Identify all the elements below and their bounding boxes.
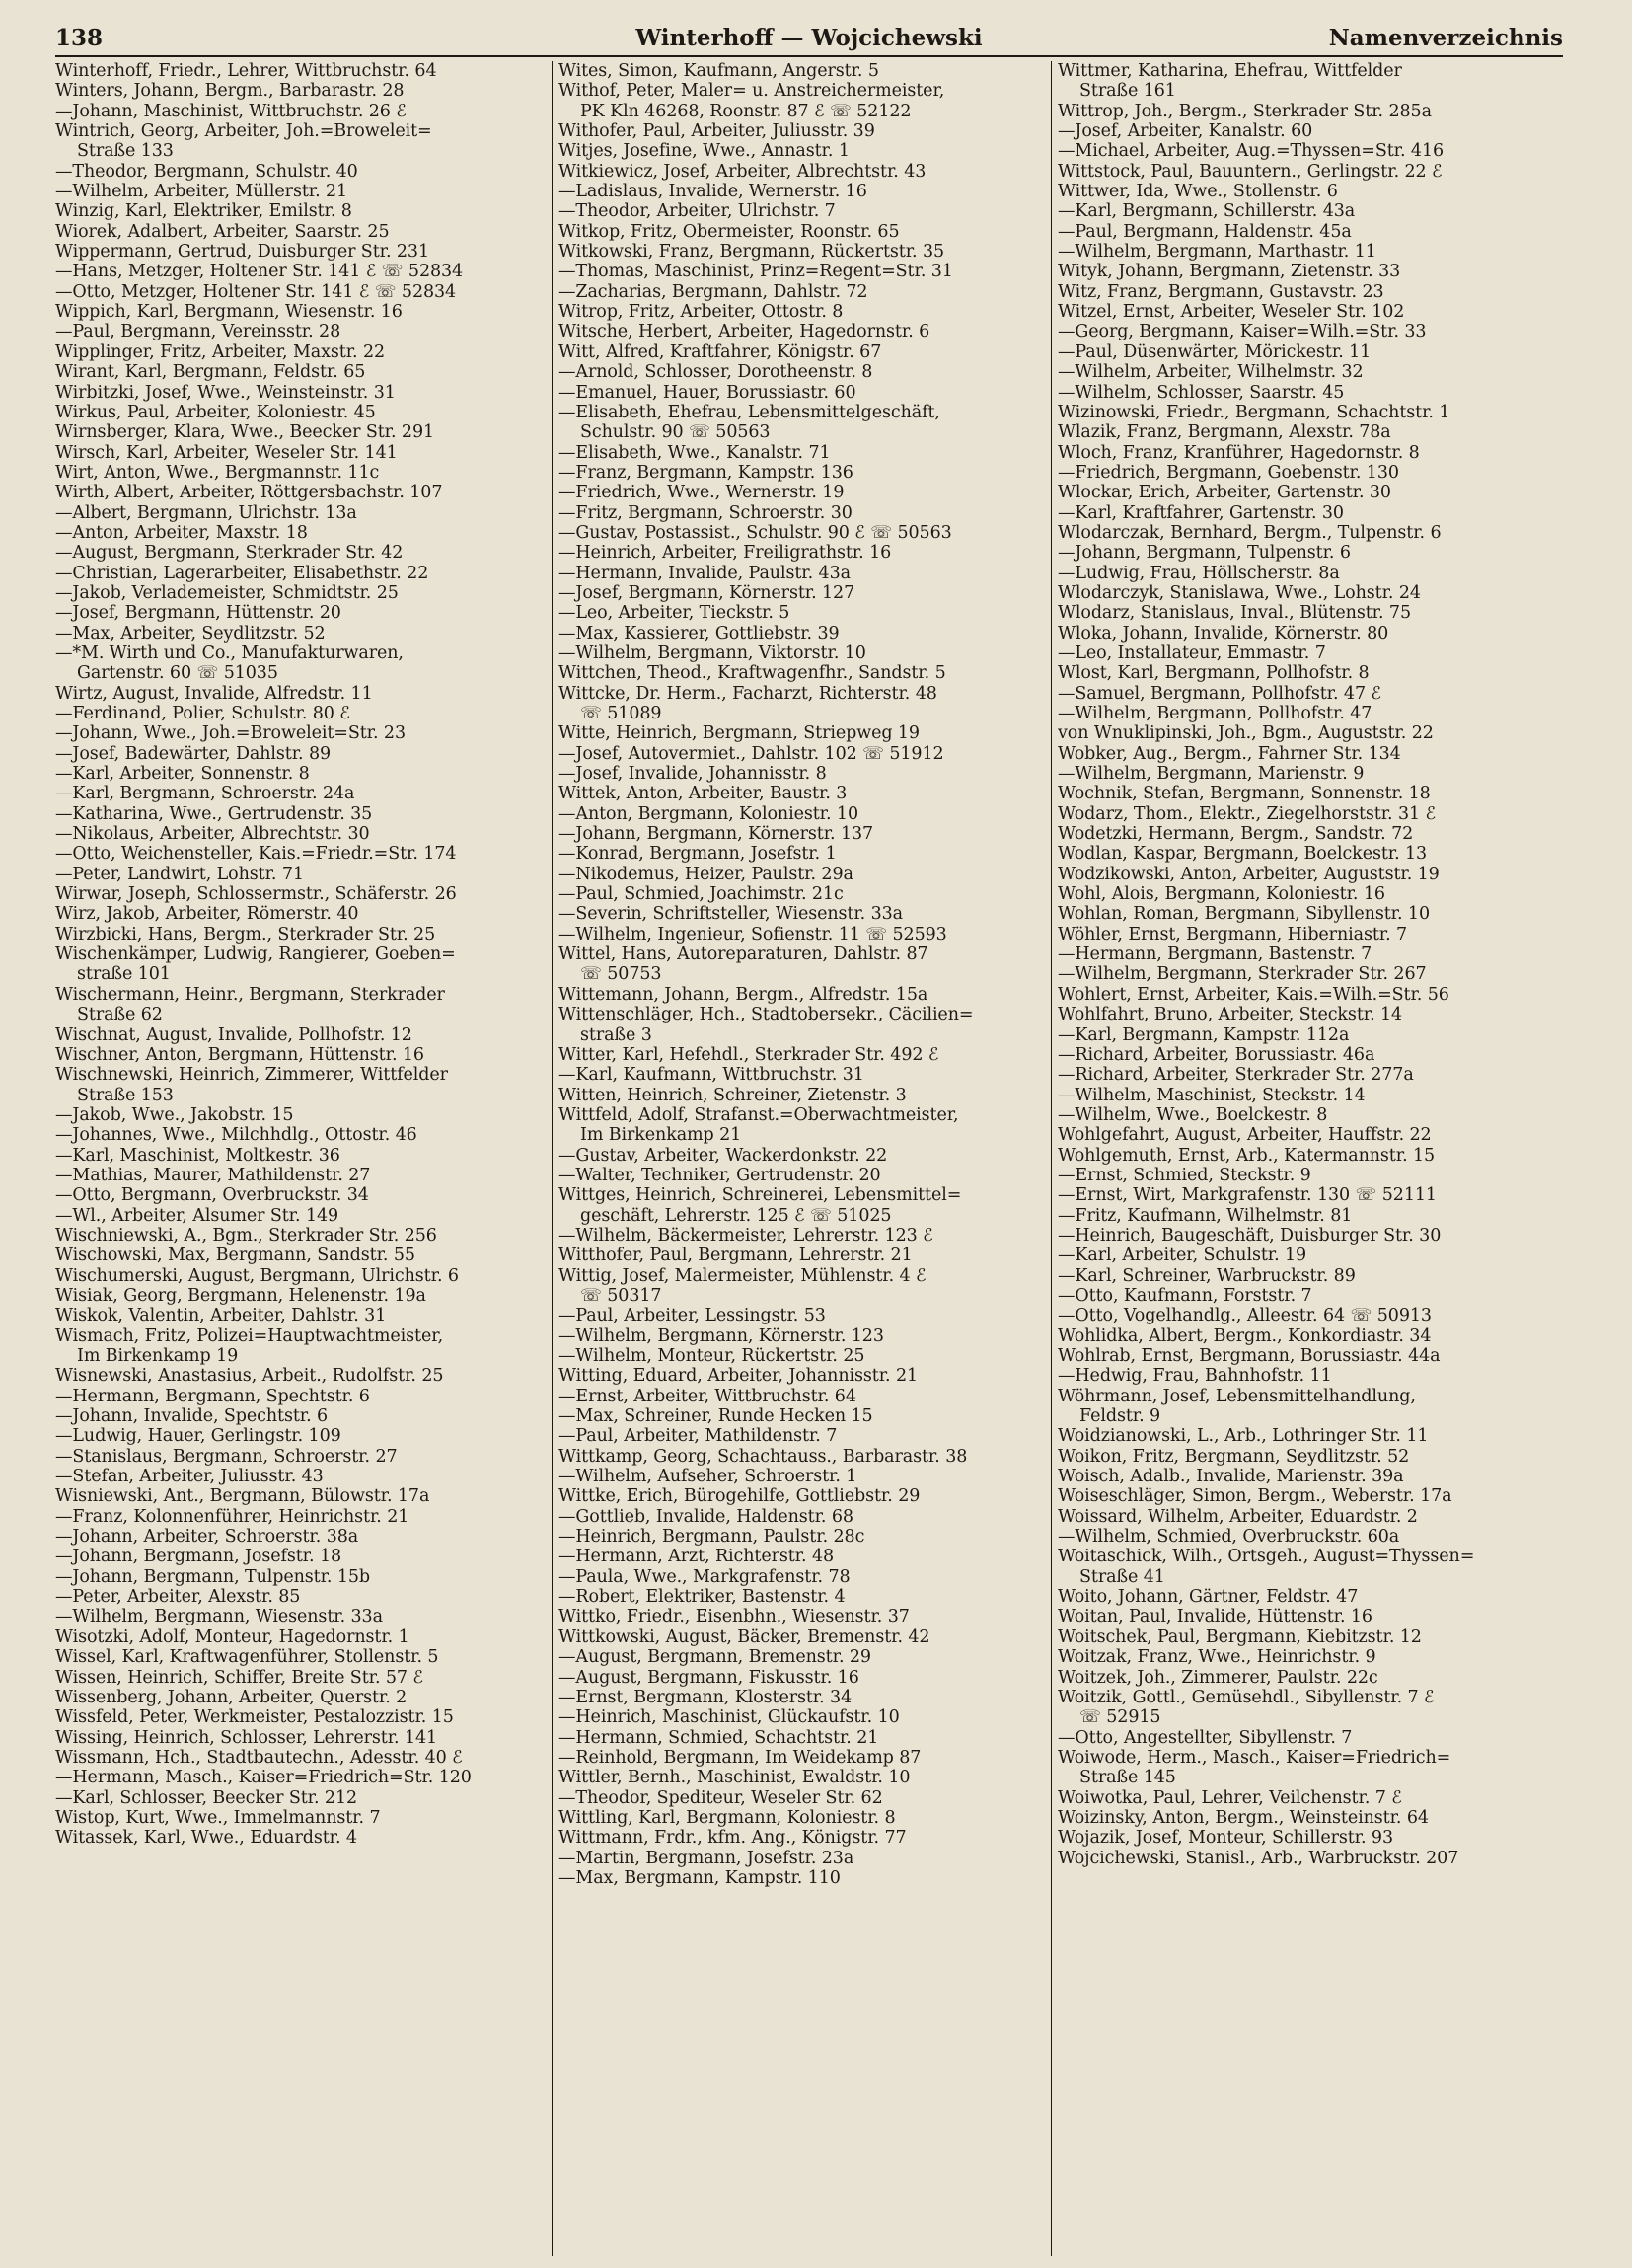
directory-entry-line: Witzel, Ernst, Arbeiter, Weseler Str. 102 xyxy=(1058,302,1405,323)
directory-entry-line: —Karl, Maschinist, Moltkestr. 36 xyxy=(55,1145,340,1166)
directory-entry-line: Im Birkenkamp 21 xyxy=(580,1125,742,1146)
directory-entry-line: —Wilhelm, Schlosser, Saarstr. 45 xyxy=(1058,382,1345,403)
directory-entry-line: Feldstr. 9 xyxy=(1079,1406,1161,1427)
directory-entry-line: Wittkowski, August, Bäcker, Bremenstr. 42 xyxy=(558,1626,930,1647)
directory-entry-line: Wittkamp, Georg, Schachtauss., Barbarastr. 38 xyxy=(558,1446,968,1467)
directory-entry-line: —Nikolaus, Arbeiter, Albrechtstr. 30 xyxy=(55,824,370,845)
directory-entry-line: —Johann, Maschinist, Wittbruchstr. 26 ℰ xyxy=(55,101,407,121)
directory-entry-line: Wismach, Fritz, Polizei=Hauptwachtmeister, xyxy=(55,1325,444,1346)
directory-entry-line: —Johann, Wwe., Joh.=Broweleit=Str. 23 xyxy=(55,723,406,744)
directory-entry-line: Wissen, Heinrich, Schiffer, Breite Str. 57 ℰ xyxy=(55,1667,423,1688)
directory-entry-line: Wojazik, Josef, Monteur, Schillerstr. 93 xyxy=(1058,1828,1393,1849)
directory-entry-line: —Paul, Schmied, Joachimstr. 21c xyxy=(558,884,844,905)
directory-entry-line: —August, Bergmann, Bremenstr. 29 xyxy=(558,1647,871,1668)
directory-entry-line: Wisotzki, Adolf, Monteur, Hagedornstr. 1 xyxy=(55,1626,409,1647)
directory-entry-line: Wirt, Anton, Wwe., Bergmannstr. 11c xyxy=(55,462,380,483)
directory-entry-line: Woiseschläger, Simon, Bergm., Weberstr. 17a xyxy=(1058,1486,1452,1507)
directory-entry-line: —Ernst, Arbeiter, Wittbruchstr. 64 xyxy=(558,1386,856,1406)
directory-entry-line: —Peter, Landwirt, Lohstr. 71 xyxy=(55,864,304,884)
directory-entry-line: Wityk, Johann, Bergmann, Zietenstr. 33 xyxy=(1058,262,1401,282)
directory-entry-line: —Wilhelm, Monteur, Rückertstr. 25 xyxy=(558,1346,865,1366)
directory-entry-line: Straße 153 xyxy=(77,1085,174,1105)
directory-entry-line: —Karl, Kaufmann, Wittbruchstr. 31 xyxy=(558,1065,864,1086)
directory-entry-line: Straße 145 xyxy=(1079,1768,1176,1788)
directory-entry-line: Woisch, Adalb., Invalide, Marienstr. 39a xyxy=(1058,1467,1404,1487)
directory-entry-line: Wittek, Anton, Arbeiter, Baustr. 3 xyxy=(558,784,848,804)
directory-entry-line: Witthofer, Paul, Bergmann, Lehrerstr. 21 xyxy=(558,1246,913,1266)
directory-entry-line: Wischniewski, A., Bgm., Sterkrader Str. 256 xyxy=(55,1225,437,1246)
directory-entry-line: Witz, Franz, Bergmann, Gustavstr. 23 xyxy=(1058,281,1384,302)
directory-entry-line: —Stanislaus, Bergmann, Schroerstr. 27 xyxy=(55,1446,398,1467)
directory-entry-line: —Hans, Metzger, Holtener Str. 141 ℰ ☏ 52834 xyxy=(55,262,464,282)
directory-entry-line: —Michael, Arbeiter, Aug.=Thyssen=Str. 416 xyxy=(1058,141,1445,162)
directory-entry-line: —Johann, Bergmann, Tulpenstr. 6 xyxy=(1058,543,1351,564)
directory-entry-line: —Wilhelm, Arbeiter, Müllerstr. 21 xyxy=(55,182,348,202)
directory-entry-line: Wittke, Erich, Bürogehilfe, Gottliebstr. 29 xyxy=(558,1486,921,1507)
directory-entry-line: —Richard, Arbeiter, Sterkrader Str. 277a xyxy=(1058,1065,1414,1086)
directory-entry-line: —Karl, Bergmann, Schroerstr. 24a xyxy=(55,784,355,804)
directory-entry-line: —Zacharias, Bergmann, Dahlstr. 72 xyxy=(558,281,868,302)
directory-entry-line: Wirnsberger, Klara, Wwe., Beecker Str. 291 xyxy=(55,422,435,443)
directory-entry-line: Wlodarczak, Bernhard, Bergm., Tulpenstr. 6 xyxy=(1058,522,1442,543)
directory-entry-line: Wiorek, Adalbert, Arbeiter, Saarstr. 25 xyxy=(55,221,390,242)
directory-entry-line: —Gustav, Postassist., Schulstr. 90 ℰ ☏ 50563 xyxy=(558,522,952,543)
directory-entry-line: —Jakob, Wwe., Jakobstr. 15 xyxy=(55,1104,294,1125)
directory-entry-line: Wittig, Josef, Malermeister, Mühlenstr. 4 ℰ xyxy=(558,1265,927,1286)
directory-entry-line: Wöhler, Ernst, Bergmann, Hiberniastr. 7 xyxy=(1058,924,1408,945)
directory-entry-line: Wirz, Jakob, Arbeiter, Römerstr. 40 xyxy=(55,904,359,925)
directory-entry-line: —Robert, Elektriker, Bastenstr. 4 xyxy=(558,1587,846,1608)
column-3 xyxy=(1052,61,1565,2256)
directory-entry-line: —Wilhelm, Bergmann, Körnerstr. 123 xyxy=(558,1325,884,1346)
directory-entry-line: —Wilhelm, Bergmann, Marthastr. 11 xyxy=(1058,242,1376,263)
directory-entry-line: —Josef, Arbeiter, Kanalstr. 60 xyxy=(1058,121,1313,142)
directory-entry-line: —Franz, Bergmann, Kampstr. 136 xyxy=(558,462,853,483)
directory-entry-line: Wohlert, Ernst, Arbeiter, Kais.=Wilh.=Str. 56 xyxy=(1058,984,1449,1005)
directory-entry-line: Wizinowski, Friedr., Bergmann, Schachtstr. 1 xyxy=(1058,402,1450,422)
directory-entry-line: Wittchen, Theod., Kraftwagenfhr., Sandstr. 5 xyxy=(558,663,946,684)
directory-entry-line: Wischumerski, August, Bergmann, Ulrichstr. 6 xyxy=(55,1265,459,1286)
directory-entry-line: Gartenstr. 60 ☏ 51035 xyxy=(77,663,278,684)
section-title: Namenverzeichnis xyxy=(1328,25,1563,51)
directory-entry-line: —Hermann, Bergmann, Bastenstr. 7 xyxy=(1058,945,1372,965)
directory-entry-line: —Ernst, Wirt, Markgrafenstr. 130 ☏ 52111 xyxy=(1058,1185,1437,1206)
directory-entry-line: Wirth, Albert, Arbeiter, Röttgersbachstr. 107 xyxy=(55,483,443,503)
directory-entry-line: —Richard, Arbeiter, Borussiastr. 46a xyxy=(1058,1044,1375,1065)
directory-entry-line: Withof, Peter, Maler= u. Anstreichermeister, xyxy=(558,81,945,102)
directory-entry-line: Wissenberg, Johann, Arbeiter, Querstr. 2 xyxy=(55,1687,408,1707)
directory-entry-line: —Wilhelm, Schmied, Overbruckstr. 60a xyxy=(1058,1527,1400,1548)
directory-entry-line: Wisiak, Georg, Bergmann, Helenenstr. 19a xyxy=(55,1285,426,1306)
directory-entry-line: Witsche, Herbert, Arbeiter, Hagedornstr. 6 xyxy=(558,322,930,342)
directory-entry-line: Wlazik, Franz, Bergmann, Alexstr. 78a xyxy=(1058,422,1391,443)
directory-entry-line: —Josef, Bergmann, Körnerstr. 127 xyxy=(558,582,855,603)
directory-entry-line: —Otto, Weichensteller, Kais.=Friedr.=Str. 174 xyxy=(55,844,457,865)
directory-entry-line: Woidzianowski, L., Arb., Lothringer Str. 11 xyxy=(1058,1426,1429,1447)
directory-entry-line: ☏ 52915 xyxy=(1079,1707,1161,1728)
directory-entry-line: —Paula, Wwe., Markgrafenstr. 78 xyxy=(558,1566,851,1587)
directory-entry-line: —Katharina, Wwe., Gertrudenstr. 35 xyxy=(55,803,373,824)
directory-entry-line: Wittemann, Johann, Bergm., Alfredstr. 15a xyxy=(558,984,928,1005)
directory-entry-line: Witrop, Fritz, Arbeiter, Ottostr. 8 xyxy=(558,302,844,323)
directory-entry-line: Wöhrmann, Josef, Lebensmittelhandlung, xyxy=(1058,1386,1416,1406)
directory-entry-line: Wirtz, August, Invalide, Alfredstr. 11 xyxy=(55,683,373,704)
directory-entry-line: Woissard, Wilhelm, Arbeiter, Eduardstr. 2 xyxy=(1058,1506,1418,1527)
directory-entry-line: Wittwer, Ida, Wwe., Stollenstr. 6 xyxy=(1058,182,1338,202)
directory-entry-line: Woitzek, Joh., Zimmerer, Paulstr. 22c xyxy=(1058,1667,1378,1688)
directory-entry-line: —Franz, Kolonnenführer, Heinrichstr. 21 xyxy=(55,1506,409,1527)
directory-entry-line: Wisnewski, Anastasius, Arbeit., Rudolfstr. 25 xyxy=(55,1366,444,1387)
directory-entry-line: —Otto, Kaufmann, Forststr. 7 xyxy=(1058,1285,1312,1306)
page-number: 138 xyxy=(55,25,104,51)
directory-entry-line: Wloch, Franz, Kranführer, Hagedornstr. 8 xyxy=(1058,442,1420,463)
directory-entry-line: —Fritz, Kaufmann, Wilhelmstr. 81 xyxy=(1058,1205,1353,1226)
directory-entry-line: Woitan, Paul, Invalide, Hüttenstr. 16 xyxy=(1058,1607,1372,1627)
directory-entry-line: —Wilhelm, Bergmann, Marienstr. 9 xyxy=(1058,764,1365,785)
directory-entry-line: —Heinrich, Baugeschäft, Duisburger Str. 30 xyxy=(1058,1225,1442,1246)
directory-entry-line: Wischnewski, Heinrich, Zimmerer, Wittfelder xyxy=(55,1065,448,1086)
directory-entry-line: —Johann, Bergmann, Körnerstr. 137 xyxy=(558,824,874,845)
directory-entry-line: —Karl, Bergmann, Schillerstr. 43a xyxy=(1058,201,1356,222)
directory-entry-line: —Stefan, Arbeiter, Juliusstr. 43 xyxy=(55,1467,324,1487)
directory-entry-line: Wlodarczyk, Stanislawa, Wwe., Lohstr. 24 xyxy=(1058,582,1421,603)
directory-entry-line: —Wilhelm, Arbeiter, Wilhelmstr. 32 xyxy=(1058,362,1364,383)
directory-entry-line: Woito, Johann, Gärtner, Feldstr. 47 xyxy=(1058,1587,1359,1608)
directory-entry-line: —Otto, Metzger, Holtener Str. 141 ℰ ☏ 52834 xyxy=(55,281,457,302)
directory-entry-line: Wittling, Karl, Bergmann, Koloniestr. 8 xyxy=(558,1807,896,1828)
directory-entry-line: Wohlrab, Ernst, Bergmann, Borussiastr. 44a xyxy=(1058,1346,1441,1366)
directory-entry-line: —Josef, Invalide, Johannisstr. 8 xyxy=(558,764,827,785)
directory-entry-line: —Wilhelm, Ingenieur, Sofienstr. 11 ☏ 52593 xyxy=(558,924,947,945)
directory-entry-line: ☏ 51089 xyxy=(580,704,662,723)
directory-entry-line: —Paul, Bergmann, Vereinsstr. 28 xyxy=(55,322,341,342)
directory-entry-line: —Elisabeth, Wwe., Kanalstr. 71 xyxy=(558,442,831,463)
directory-entry-line: Woiwode, Herm., Masch., Kaiser=Friedrich= xyxy=(1058,1747,1451,1768)
directory-entry-line: Wohl, Alois, Bergmann, Koloniestr. 16 xyxy=(1058,884,1385,905)
directory-entry-line: —Hedwig, Frau, Bahnhofstr. 11 xyxy=(1058,1366,1332,1387)
directory-entry-line: —Mathias, Maurer, Mathildenstr. 27 xyxy=(55,1165,371,1185)
directory-entry-line: —Theodor, Bergmann, Schulstr. 40 xyxy=(55,161,358,182)
directory-entry-line: —Heinrich, Maschinist, Glückaufstr. 10 xyxy=(558,1707,900,1728)
directory-entry-line: Woitschek, Paul, Bergmann, Kiebitzstr. 12 xyxy=(1058,1626,1422,1647)
directory-entry-line: —Ludwig, Frau, Höllscherstr. 8a xyxy=(1058,563,1340,583)
directory-entry-line: —Karl, Schlosser, Beecker Str. 212 xyxy=(55,1787,358,1808)
directory-entry-line: Witjes, Josefine, Wwe., Annastr. 1 xyxy=(558,141,850,162)
directory-entry-line: Wischermann, Heinr., Bergmann, Sterkrader xyxy=(55,984,445,1005)
directory-entry-line: Wistop, Kurt, Wwe., Immelmannstr. 7 xyxy=(55,1807,381,1828)
directory-entry-line: Wirant, Karl, Bergmann, Feldstr. 65 xyxy=(55,362,366,383)
directory-entry-line: —Johannes, Wwe., Milchhdlg., Ottostr. 46 xyxy=(55,1125,417,1146)
directory-entry-line: —Thomas, Maschinist, Prinz=Regent=Str. 31 xyxy=(558,262,953,282)
directory-entry-line: Wohlan, Roman, Bergmann, Sibyllenstr. 10 xyxy=(1058,904,1430,925)
directory-entry-line: —Ludwig, Hauer, Gerlingstr. 109 xyxy=(55,1426,341,1447)
directory-entry-line: —Elisabeth, Ehefrau, Lebensmittelgeschäft, xyxy=(558,402,940,422)
directory-entry-line: Straße 133 xyxy=(77,141,174,162)
directory-entry-line: —Johann, Arbeiter, Schroerstr. 38a xyxy=(55,1527,359,1548)
directory-entry-line: —Fritz, Bergmann, Schroerstr. 30 xyxy=(558,502,853,523)
directory-entry-line: Straße 161 xyxy=(1079,81,1176,102)
directory-entry-line: —Friedrich, Wwe., Wernerstr. 19 xyxy=(558,483,845,503)
directory-entry-line: —Wilhelm, Bergmann, Wiesenstr. 33a xyxy=(55,1607,383,1627)
directory-entry-line: —Paul, Arbeiter, Mathildenstr. 7 xyxy=(558,1426,838,1447)
directory-entry-line: —Heinrich, Bergmann, Paulstr. 28c xyxy=(558,1527,865,1548)
directory-entry-line: —Hermann, Masch., Kaiser=Friedrich=Str. 120 xyxy=(55,1768,472,1788)
directory-entry-line: Woitzak, Franz, Wwe., Heinrichstr. 9 xyxy=(1058,1647,1376,1668)
directory-entry-line: —Johann, Invalide, Spechtstr. 6 xyxy=(55,1406,329,1427)
directory-entry-line: —Otto, Vogelhandlg., Alleestr. 64 ☏ 50913 xyxy=(1058,1306,1432,1326)
directory-entry-line: Wittges, Heinrich, Schreinerei, Lebensmittel= xyxy=(558,1185,962,1206)
directory-entry-line: —Georg, Bergmann, Kaiser=Wilh.=Str. 33 xyxy=(1058,322,1427,342)
directory-entry-line: Witter, Karl, Hefehdl., Sterkrader Str. 492 ℰ xyxy=(558,1044,939,1065)
directory-entry-line: Wochnik, Stefan, Bergmann, Sonnenstr. 18 xyxy=(1058,784,1431,804)
directory-entry-line: —Wilhelm, Bäckermeister, Lehrerstr. 123 ℰ xyxy=(558,1225,933,1246)
directory-entry-line: —Hermann, Invalide, Paulstr. 43a xyxy=(558,563,851,583)
directory-entry-line: —Josef, Autovermiet., Dahlstr. 102 ☏ 51912 xyxy=(558,743,944,764)
directory-entry-line: Wippich, Karl, Bergmann, Wiesenstr. 16 xyxy=(55,302,403,323)
directory-entry-line: —Wilhelm, Bergmann, Sterkrader Str. 267 xyxy=(1058,964,1427,985)
directory-entry-line: Wirsch, Karl, Arbeiter, Weseler Str. 141 xyxy=(55,442,398,463)
directory-entry-line: Wittel, Hans, Autoreparaturen, Dahlstr. 87 xyxy=(558,945,928,965)
directory-entry-line: —Wilhelm, Maschinist, Steckstr. 14 xyxy=(1058,1085,1366,1105)
directory-entry-line: —Wilhelm, Bergmann, Viktorstr. 10 xyxy=(558,643,866,663)
directory-entry-line: —Christian, Lagerarbeiter, Elisabethstr. 22 xyxy=(55,563,429,583)
directory-entry-line: Wippermann, Gertrud, Duisburger Str. 231 xyxy=(55,242,429,263)
directory-entry-line: —Johann, Bergmann, Tulpenstr. 15b xyxy=(55,1566,371,1587)
directory-entry-line: Wlockar, Erich, Arbeiter, Gartenstr. 30 xyxy=(1058,483,1391,503)
directory-entry-line: Wissmann, Hch., Stadtbautechn., Adesstr. 40 ℰ xyxy=(55,1747,463,1768)
directory-entry-line: Wischenkämper, Ludwig, Rangierer, Goeben= xyxy=(55,945,456,965)
directory-entry-line: Wiskok, Valentin, Arbeiter, Dahlstr. 31 xyxy=(55,1306,387,1326)
directory-entry-line: —Ernst, Schmied, Steckstr. 9 xyxy=(1058,1165,1311,1185)
directory-entry-line: —Hermann, Arzt, Richterstr. 48 xyxy=(558,1547,835,1567)
directory-entry-line: straße 3 xyxy=(580,1024,652,1045)
directory-entry-line: Straße 41 xyxy=(1079,1566,1165,1587)
directory-entry-line: Wirzbicki, Hans, Bergm., Sterkrader Str. 25 xyxy=(55,924,436,945)
directory-entry-line: —Gottlieb, Invalide, Haldenstr. 68 xyxy=(558,1506,853,1527)
directory-entry-line: Wittenschläger, Hch., Stadtobersekr., Cäcilien= xyxy=(558,1005,974,1025)
directory-entry-line: Winters, Johann, Bergm., Barbarastr. 28 xyxy=(55,81,405,102)
entry-columns xyxy=(53,61,1565,2256)
directory-entry-line: Woitzik, Gottl., Gemüsehdl., Sibyllenstr. 7 ℰ xyxy=(1058,1687,1435,1707)
directory-entry-line: —Karl, Arbeiter, Sonnenstr. 8 xyxy=(55,764,310,785)
directory-entry-line: Wlost, Karl, Bergmann, Pollhofstr. 8 xyxy=(1058,663,1370,684)
directory-entry-line: Witkop, Fritz, Obermeister, Roonstr. 65 xyxy=(558,221,900,242)
directory-entry-line: —Karl, Kraftfahrer, Gartenstr. 30 xyxy=(1058,502,1344,523)
directory-entry-line: —Max, Bergmann, Kampstr. 110 xyxy=(558,1867,841,1888)
directory-entry-line: —Leo, Installateur, Emmastr. 7 xyxy=(1058,643,1326,663)
directory-entry-line: ☏ 50753 xyxy=(580,964,662,985)
directory-entry-line: Wisniewski, Ant., Bergmann, Bülowstr. 17a xyxy=(55,1486,430,1507)
directory-entry-line: —Otto, Bergmann, Overbruckstr. 34 xyxy=(55,1185,369,1206)
directory-entry-line: Wissfeld, Peter, Werkmeister, Pestalozzistr. 15 xyxy=(55,1707,454,1728)
column-2 xyxy=(553,61,1052,2256)
directory-entry-line: Wohlfahrt, Bruno, Arbeiter, Steckstr. 14 xyxy=(1058,1005,1403,1025)
directory-entry-line: Wojcichewski, Stanisl., Arb., Warbruckstr. 207 xyxy=(1058,1848,1459,1868)
directory-entry-line: —Martin, Bergmann, Josefstr. 23a xyxy=(558,1848,854,1868)
directory-entry-line: —Leo, Arbeiter, Tieckstr. 5 xyxy=(558,603,790,624)
directory-entry-line: Wittmer, Katharina, Ehefrau, Wittfelder xyxy=(1058,61,1402,81)
directory-entry-line: Wipplinger, Fritz, Arbeiter, Maxstr. 22 xyxy=(55,341,386,362)
directory-entry-line: —Ernst, Bergmann, Klosterstr. 34 xyxy=(558,1687,853,1707)
directory-entry-line: Witting, Eduard, Arbeiter, Johannisstr. 21 xyxy=(558,1366,919,1387)
directory-entry-line: —Johann, Bergmann, Josefstr. 18 xyxy=(55,1547,342,1567)
directory-entry-line: Wodzikowski, Anton, Arbeiter, Auguststr. 19 xyxy=(1058,864,1440,884)
directory-entry-line: —August, Bergmann, Fiskusstr. 16 xyxy=(558,1667,859,1688)
directory-entry-line: Wittko, Friedr., Eisenbhn., Wiesenstr. 37 xyxy=(558,1607,910,1627)
directory-entry-line: —Ferdinand, Polier, Schulstr. 80 ℰ xyxy=(55,704,350,723)
directory-entry-line: —Samuel, Bergmann, Pollhofstr. 47 ℰ xyxy=(1058,683,1381,704)
directory-entry-line: Wittler, Bernh., Maschinist, Ewaldstr. 10 xyxy=(558,1768,911,1788)
directory-entry-line: Witassek, Karl, Wwe., Eduardstr. 4 xyxy=(55,1828,357,1849)
directory-entry-line: von Wnuklipinski, Joh., Bgm., Auguststr. 22 xyxy=(1058,723,1434,744)
directory-entry-line: —Gustav, Arbeiter, Wackerdonkstr. 22 xyxy=(558,1145,888,1166)
directory-entry-line: Witt, Alfred, Kraftfahrer, Königstr. 67 xyxy=(558,341,882,362)
directory-entry-line: Schulstr. 90 ☏ 50563 xyxy=(580,422,771,443)
directory-entry-line: Wirbitzki, Josef, Wwe., Weinsteinstr. 31 xyxy=(55,382,396,403)
directory-entry-line: —Karl, Bergmann, Kampstr. 112a xyxy=(1058,1024,1350,1045)
directory-entry-line: —Ladislaus, Invalide, Wernerstr. 16 xyxy=(558,182,867,202)
directory-entry-line: —Karl, Schreiner, Warbruckstr. 89 xyxy=(1058,1265,1356,1286)
directory-entry-line: Wodetzki, Hermann, Bergm., Sandstr. 72 xyxy=(1058,824,1414,845)
directory-entry-line: —August, Bergmann, Sterkrader Str. 42 xyxy=(55,543,404,564)
directory-entry-line: Withofer, Paul, Arbeiter, Juliusstr. 39 xyxy=(558,121,875,142)
directory-entry-line: Witkiewicz, Josef, Arbeiter, Albrechtstr. 43 xyxy=(558,161,927,182)
directory-entry-line: Woitaschick, Wilh., Ortsgeh., August=Thyssen= xyxy=(1058,1547,1475,1567)
directory-entry-line: Wissel, Karl, Kraftwagenführer, Stollenstr. 5 xyxy=(55,1647,439,1668)
directory-entry-line: —Emanuel, Hauer, Borussiastr. 60 xyxy=(558,382,856,403)
directory-entry-line: Witte, Heinrich, Bergmann, Striepweg 19 xyxy=(558,723,920,744)
directory-entry-line: —Albert, Bergmann, Ulrichstr. 13a xyxy=(55,502,357,523)
directory-entry-line: —Otto, Angestellter, Sibyllenstr. 7 xyxy=(1058,1727,1353,1748)
directory-entry-line: PK Kln 46268, Roonstr. 87 ℰ ☏ 52122 xyxy=(580,101,912,121)
directory-entry-line: —Peter, Arbeiter, Alexstr. 85 xyxy=(55,1587,301,1608)
directory-entry-line: —Theodor, Spediteur, Weseler Str. 62 xyxy=(558,1787,883,1808)
directory-entry-line: Wloka, Johann, Invalide, Körnerstr. 80 xyxy=(1058,623,1389,643)
directory-entry-line: —Paul, Arbeiter, Lessingstr. 53 xyxy=(558,1306,826,1326)
directory-entry-line: —Max, Kassierer, Gottliebstr. 39 xyxy=(558,623,840,643)
directory-entry-line: Straße 62 xyxy=(77,1005,163,1025)
directory-entry-line: —Anton, Bergmann, Koloniestr. 10 xyxy=(558,803,858,824)
directory-entry-line: Wittrop, Joh., Bergm., Sterkrader Str. 285a xyxy=(1058,101,1432,121)
directory-entry-line: —Theodor, Arbeiter, Ulrichstr. 7 xyxy=(558,201,836,222)
directory-entry-line: straße 101 xyxy=(77,964,171,985)
directory-entry-line: Wohlgemuth, Ernst, Arb., Katermannstr. 15 xyxy=(1058,1145,1436,1166)
directory-entry-line: Wirkus, Paul, Arbeiter, Koloniestr. 45 xyxy=(55,402,376,422)
directory-entry-line: Wobker, Aug., Bergm., Fahrner Str. 134 xyxy=(1058,743,1401,764)
directory-entry-line: —Wilhelm, Bergmann, Pollhofstr. 47 xyxy=(1058,704,1372,723)
directory-entry-line: —Wl., Arbeiter, Alsumer Str. 149 xyxy=(55,1205,339,1226)
page-header xyxy=(55,22,1563,57)
directory-entry-line: Wintrich, Georg, Arbeiter, Joh.=Broweleit= xyxy=(55,121,432,142)
directory-entry-line: —Severin, Schriftsteller, Wiesenstr. 33a xyxy=(558,904,903,925)
directory-entry-line: —Karl, Arbeiter, Schulstr. 19 xyxy=(1058,1246,1307,1266)
directory-entry-line: Woiwotka, Paul, Lehrer, Veilchenstr. 7 ℰ xyxy=(1058,1787,1402,1808)
directory-entry-line: —Nikodemus, Heizer, Paulstr. 29a xyxy=(558,864,853,884)
directory-entry-line: Wittfeld, Adolf, Strafanst.=Oberwachtmeister, xyxy=(558,1104,959,1125)
directory-entry-line: Wischnat, August, Invalide, Pollhofstr. 12 xyxy=(55,1024,412,1045)
directory-entry-line: Witkowski, Franz, Bergmann, Rückertstr. 35 xyxy=(558,242,945,263)
directory-entry-line: Wittcke, Dr. Herm., Facharzt, Richterstr. 48 xyxy=(558,683,937,704)
directory-entry-line: —Walter, Techniker, Gertrudenstr. 20 xyxy=(558,1165,881,1185)
running-title: Winterhoff — Wojcichewski xyxy=(635,25,983,51)
directory-entry-line: —Hermann, Bergmann, Spechtstr. 6 xyxy=(55,1386,370,1406)
directory-entry-line: —Friedrich, Bergmann, Goebenstr. 130 xyxy=(1058,462,1399,483)
directory-entry-line: Wodarz, Thom., Elektr., Ziegelhorststr. 31 ℰ xyxy=(1058,803,1437,824)
directory-entry-line: Wischowski, Max, Bergmann, Sandstr. 55 xyxy=(55,1246,415,1266)
directory-entry-line: Witten, Heinrich, Schreiner, Zietenstr. 3 xyxy=(558,1085,907,1105)
directory-entry-line: Im Birkenkamp 19 xyxy=(77,1346,239,1366)
directory-entry-line: Wirwar, Joseph, Schlossermstr., Schäferstr. 26 xyxy=(55,884,457,905)
directory-entry-line: —Jakob, Verlademeister, Schmidtstr. 25 xyxy=(55,582,399,603)
directory-entry-line: Wohlgefahrt, August, Arbeiter, Hauffstr. 22 xyxy=(1058,1125,1432,1146)
directory-entry-line: geschäft, Lehrerstr. 125 ℰ ☏ 51025 xyxy=(580,1205,892,1226)
directory-entry-line: Wischner, Anton, Bergmann, Hüttenstr. 16 xyxy=(55,1044,424,1065)
directory-entry-line: Wites, Simon, Kaufmann, Angerstr. 5 xyxy=(558,61,879,81)
directory-entry-line: ☏ 50317 xyxy=(580,1285,662,1306)
directory-entry-line: —Wilhelm, Wwe., Boelckestr. 8 xyxy=(1058,1104,1328,1125)
directory-entry-line: Wodlan, Kaspar, Bergmann, Boelckestr. 13 xyxy=(1058,844,1428,865)
directory-entry-line: Wlodarz, Stanislaus, Inval., Blütenstr. 75 xyxy=(1058,603,1412,624)
directory-entry-line: —Josef, Badewärter, Dahlstr. 89 xyxy=(55,743,332,764)
directory-entry-line: —Max, Arbeiter, Seydlitzstr. 52 xyxy=(55,623,326,643)
directory-entry-line: —Heinrich, Arbeiter, Freiligrathstr. 16 xyxy=(558,543,892,564)
column-1 xyxy=(53,61,553,2256)
directory-entry-line: Woizinsky, Anton, Bergm., Weinsteinstr. 64 xyxy=(1058,1807,1429,1828)
directory-entry-line: Winzig, Karl, Elektriker, Emilstr. 8 xyxy=(55,201,352,222)
directory-entry-line: —Hermann, Schmied, Schachtstr. 21 xyxy=(558,1727,879,1748)
directory-entry-line: —*M. Wirth und Co., Manufakturwaren, xyxy=(55,643,404,663)
directory-entry-line: Wissing, Heinrich, Schlosser, Lehrerstr. 141 xyxy=(55,1727,438,1748)
directory-entry-line: —Josef, Bergmann, Hüttenstr. 20 xyxy=(55,603,341,624)
directory-entry-line: —Paul, Bergmann, Haldenstr. 45a xyxy=(1058,221,1352,242)
directory-entry-line: Winterhoff, Friedr., Lehrer, Wittbruchstr. 64 xyxy=(55,61,437,81)
directory-entry-line: Woikon, Fritz, Bergmann, Seydlitzstr. 52 xyxy=(1058,1446,1410,1467)
directory-entry-line: Wittstock, Paul, Bauuntern., Gerlingstr. 22 ℰ xyxy=(1058,161,1443,182)
directory-entry-line: —Anton, Arbeiter, Maxstr. 18 xyxy=(55,522,308,543)
directory-entry-line: Wittmann, Frdr., kfm. Ang., Königstr. 77 xyxy=(558,1828,907,1849)
directory-entry-line: —Wilhelm, Aufseher, Schroerstr. 1 xyxy=(558,1467,857,1487)
directory-entry-line: —Reinhold, Bergmann, Im Weidekamp 87 xyxy=(558,1747,922,1768)
directory-entry-line: —Arnold, Schlosser, Dorotheenstr. 8 xyxy=(558,362,873,383)
directory-entry-line: —Max, Schreiner, Runde Hecken 15 xyxy=(558,1406,873,1427)
directory-entry-line: Wohlidka, Albert, Bergm., Konkordiastr. 34 xyxy=(1058,1325,1432,1346)
directory-entry-line: —Paul, Düsenwärter, Mörickestr. 11 xyxy=(1058,341,1372,362)
directory-entry-line: —Konrad, Bergmann, Josefstr. 1 xyxy=(558,844,837,865)
